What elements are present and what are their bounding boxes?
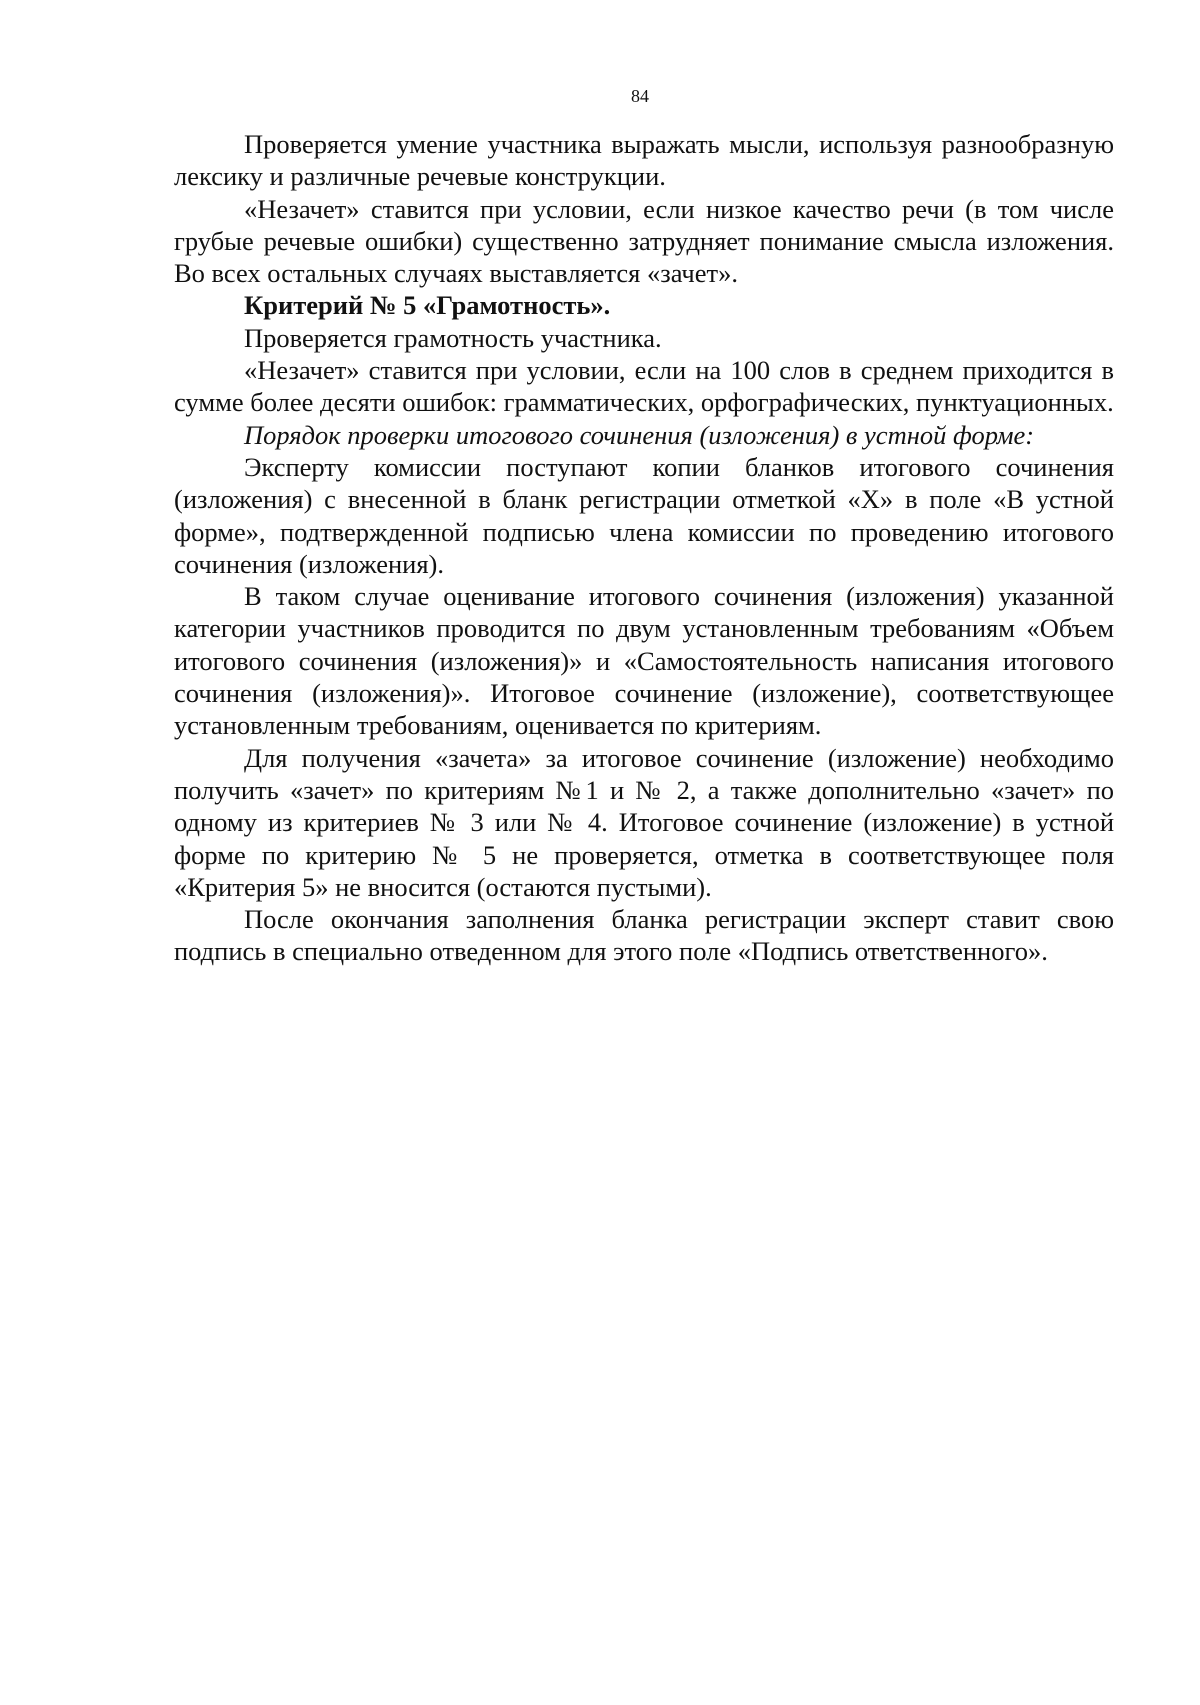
paragraph-criterion-5-check: Проверяется грамотность участника.	[244, 322, 662, 353]
paragraph-criterion-4-fail: «Незачет» ставится при условии, если низкое качество речи (в том числе грубые речевые ошибки) существенно затрудняет понимание смысла изложения. Во всех остальных случаях выставляется «зачет».	[174, 193, 1114, 289]
paragraph-expert-signature: После окончания заполнения бланка регистрации эксперт ставит свою подпись в специально отведенном для этого поле «Подпись ответственного».	[174, 904, 1114, 967]
paragraph-oral-form-credit: Для получения «зачета» за итоговое сочинение (изложение) необходимо получить «зачет» по критериям №1 и № 2, а также дополнительно «зачет» по одному из критериев № 3 или № 4. Итоговое сочинение (изложение) в устной форме по критерию № 5 не проверяется, отметка в соответствующее поля «Критерия 5» не вносится (остаются пустыми).	[174, 742, 1114, 902]
paragraph-oral-form-evaluation: В таком случае оценивание итогового сочинения (изложения) указанной категории участников проводится по двум установленным требованиям «Объем итогового сочинения (изложения)» и «Самостоятельность написания итогового сочинения (изложения)». Итоговое сочинение (изложение), соответствующее установленным требованиям, оценивается по критериям.	[174, 581, 1114, 741]
document-body	[174, 128, 1114, 968]
criterion-5-heading: Критерий № 5 «Грамотность».	[244, 290, 611, 321]
oral-form-procedure-heading: Порядок проверки итогового сочинения (изложения) в устной форме:	[244, 419, 1035, 450]
paragraph-criterion-5-fail: «Незачет» ставится при условии, если на 100 слов в среднем приходится в сумме более десяти ошибок: грамматических, орфографических, пунктуационных.	[174, 355, 1114, 418]
paragraph-oral-form-copies: Эксперту комиссии поступают копии бланков итогового сочинения (изложения) с внесенной в бланк регистрации отметкой «X» в поле «В устной форме», подтвержденной подписью члена комиссии по проведению итогового сочинения (изложения).	[174, 451, 1114, 579]
page-number: 84	[631, 86, 649, 106]
paragraph-criterion-4-check: Проверяется умение участника выражать мысли, используя разнообразную лексику и различные речевые конструкции.	[174, 129, 1114, 192]
